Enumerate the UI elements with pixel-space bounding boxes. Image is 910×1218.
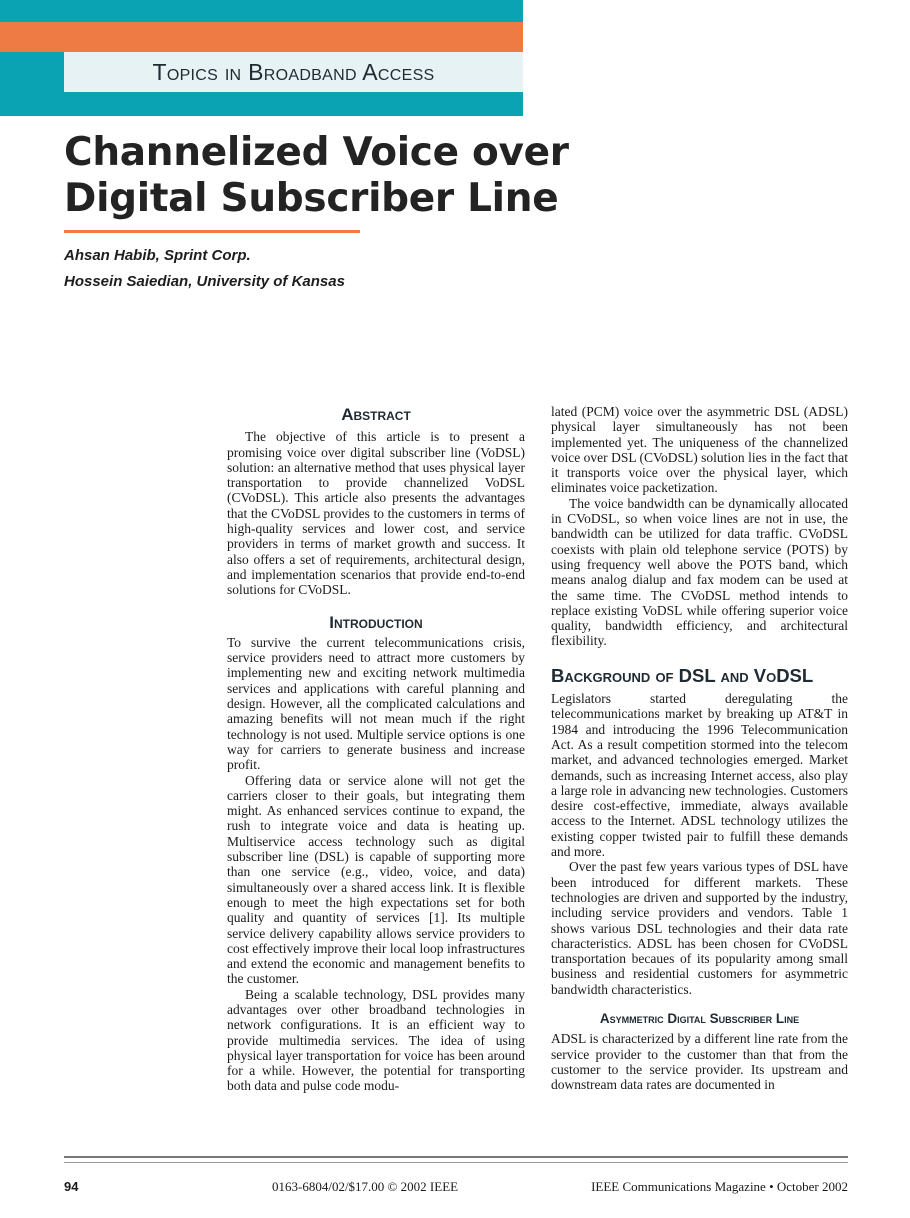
adsl-subheading: Asymmetric Digital Subscriber Line [599, 1010, 800, 1026]
adsl-paragraph-1: ADSL is characterized by a different line rate from the service provider to the customer than that from the customer to the service provider. Its upstream and downstream data rates are documented in [551, 1031, 848, 1093]
continued-paragraph-1: lated (PCM) voice over the asymmetric DSL (ADSL) physical layer simultaneously has not been implemented yet. The uniqueness of the channelized voice over DSL (CVoDSL) solution lies in the fact that it transports voice over the physical layer, which eliminates voice packetization. [551, 404, 848, 496]
introduction-heading: Introduction [329, 612, 423, 632]
header-band-teal-top [0, 0, 523, 22]
department-label: Topics in Broadband Access [64, 52, 523, 92]
intro-paragraph-2: Offering data or service alone will not get the carriers closer to their goals, but integrating them might. As enhanced services continue to expand, the rush to integrate voice and data is heating up. Multiservice access technology such as digital subscriber line (DSL) is capable of supporting more than one service (e.g., video, voice, and data) simultaneously over a shared access link. It is flexible enough to meet the high expectations set for both quality and quantity of services [1]. Its multiple service delivery capability allows service providers to cost effectively improve their local loop infrastructures and extend the economic and management benefits to the customer. [227, 772, 525, 987]
article-title: Channelized Voice over Digital Subscriber Line [64, 130, 569, 221]
background-paragraph-1: Legislators started deregulating the telecommunications market by breaking up AT&T in 1984 and introducing the 1996 Telecommunication Act. As a result competition stormed into the telecom market, and advanced technologies emerged. Market demands, such as increasing Internet access, also play a large role in advancing new technologies. Customers desire cost-effective, immediate, always available access to the Internet. ADSL technology utilizes the existing copper twisted pair to fulfill these demands and more. [551, 691, 848, 860]
author-1: Ahsan Habib, Sprint Corp. [64, 247, 251, 264]
page-number: 94 [64, 1179, 79, 1194]
footer-rule [64, 1156, 848, 1158]
journal-citation: IEEE Communications Magazine • October 2002 [591, 1179, 848, 1194]
left-column [227, 404, 525, 1144]
right-column [551, 404, 848, 1144]
abstract-heading: Abstract [341, 405, 411, 424]
continued-paragraph-2: The voice bandwidth can be dynamically allocated in CVoDSL, so when voice lines are not in use, the bandwidth can be utilized for data traffic. CVoDSL coexists with plain old telephone service (POTS) by using frequency well above the POTS band, which means analog dialup and fax modem can be used at the same time. The CVoDSL method intends to replace existing VoDSL while offering superior voice quality, bandwidth efficiency, and architectural flexibility. [551, 495, 848, 649]
background-heading: Background of DSL and VoDSL [551, 664, 814, 686]
author-2: Hossein Saiedian, University of Kansas [64, 273, 345, 290]
intro-paragraph-3: Being a scalable technology, DSL provides many advantages over other broadband technologies in network configurations. It is an efficient way to provide multimedia services. The idea of using physical layer transportation for voice has been around for a while. However, the potential for transporting both data and pulse code modu- [227, 986, 525, 1094]
issn-copyright: 0163-6804/02/$17.00 © 2002 IEEE [272, 1179, 459, 1194]
abstract-paragraph: The objective of this article is to present a promising voice over digital subscriber line (VoDSL) solution: an alternative method that uses physical layer transportation to provide channelized VoDSL (CVoDSL). This article also presents the advantages that the CVoDSL provides to the customers in terms of high-quality services and lower cost, and service providers in terms of market growth and success. It also offers a set of requirements, architectural design, and implementation scenarios that provide end-to-end solutions for CVoDSL. [227, 429, 525, 598]
header-band-orange [0, 22, 523, 52]
title-underline [64, 230, 360, 233]
background-paragraph-2: Over the past few years various types of DSL have been introduced for different markets. These technologies are driven and supported by the industry, including service providers and vendors. Table 1 shows various DSL technologies and their data rate characteristics. ADSL has been chosen for CVoDSL transportation becaues of its popularity among small business and residential customers for asymmetric bandwidth characteristics. [551, 859, 848, 997]
footer-rule-thin [64, 1162, 848, 1163]
intro-paragraph-1: To survive the current telecommunications crisis, service providers need to attract more customers by implementing new and exciting network multimedia services and applications with careful planning and design. However, all the complicated calculations and amazing benefits will not mean much if the right technology is not used. Multiple service options is one way for carriers to generate business and increase profit. [227, 634, 525, 773]
